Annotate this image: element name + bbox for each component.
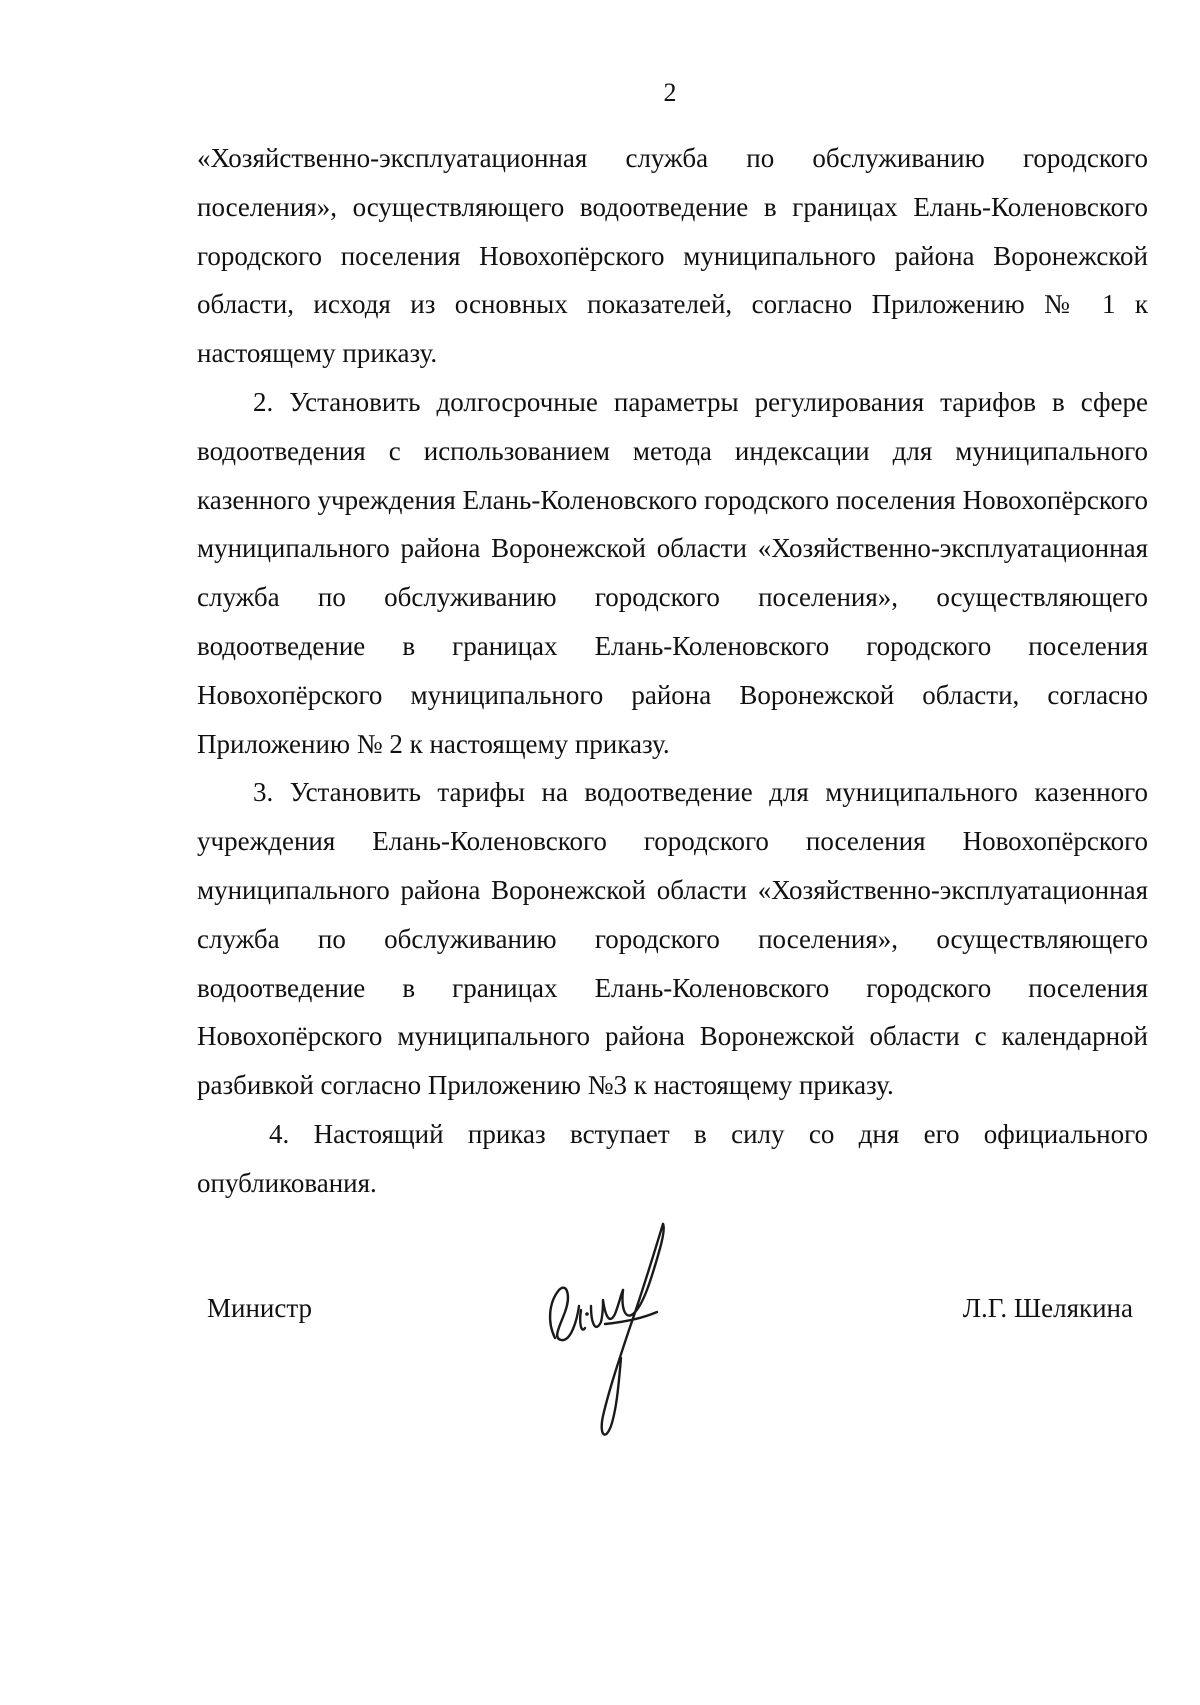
page-number: 2 <box>663 78 677 107</box>
paragraph-item-4: 4. Настоящий приказ вступает в силу со дня его официального опубликования. <box>197 1118 1148 1198</box>
paragraph-continuation: «Хозяйственно-эксплуатационная служба по обслуживанию городского поселения», осуществляющего водоотведение в границах Елань-Коленовского городского поселения Новохопёрского муниципального района Воронежской области, исходя из основных показателей, согласно Приложению № 1 к настоящему приказу. <box>197 143 1148 369</box>
paragraph-item-3: 3. Установить тарифы на водоотведение для муниципального казенного учреждения Елань-Коленовского городского поселения Новохопёрского муниципального района Воронежской области «Хозяйственно-эксплуатационная служба по обслуживанию городского поселения», осуществляющего водоотведение в границах Елань-Коленовского городского поселения Новохопёрского муниципального района Воронежской области с календарной разбивкой согласно Приложению №3 к настоящему приказу. <box>197 777 1148 1101</box>
signer-title: Министр <box>207 1293 312 1323</box>
handwritten-signature <box>525 1210 695 1450</box>
paragraph-item-2: 2. Установить долгосрочные параметры регулирования тарифов в сфере водоотведения с использованием метода индексации для муниципального казенного учреждения Елань-Коленовского городского поселения Новохопёрского муниципального района Воронежской области «Хозяйственно-эксплуатационная служба по обслуживанию городского поселения», осуществляющего водоотведение в границах Елань-Коленовского городского поселения Новохопёрского муниципального района Воронежской области, согласно Приложению № 2 к настоящему приказу. <box>197 386 1148 759</box>
signer-name: Л.Г. Шелякина <box>962 1293 1133 1323</box>
document-body <box>197 134 1148 1208</box>
